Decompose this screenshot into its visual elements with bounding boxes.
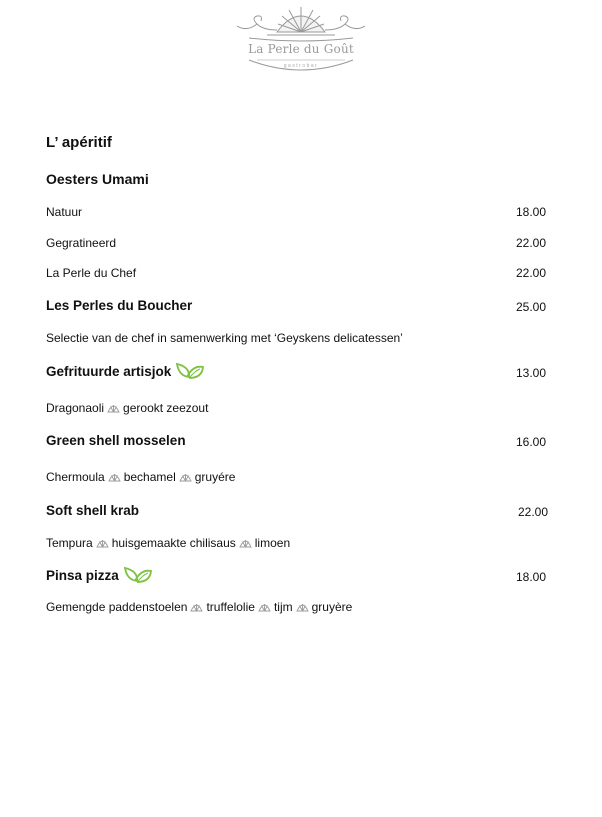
- description-text: huisgemaakte chilisaus: [111, 536, 236, 550]
- description-text: Tempura: [46, 536, 93, 550]
- dish-description: [46, 600, 352, 614]
- shell-separator-icon: [190, 602, 203, 613]
- dish-name: Gefrituurde artisjok: [46, 363, 172, 379]
- shell-separator-icon: [107, 403, 120, 414]
- dish-name-wrap: [46, 566, 153, 584]
- shell-separator-icon: [96, 538, 109, 549]
- vegetarian-leaf-icon: [175, 362, 205, 380]
- description-text: gruyère: [311, 600, 353, 614]
- description-text: Dragonaoli: [46, 401, 105, 415]
- description-text: bechamel: [123, 470, 176, 484]
- oysters-title: Oesters Umami: [46, 171, 149, 187]
- dish-price: 16.00: [515, 435, 546, 449]
- vegetarian-leaf-icon: [123, 566, 153, 584]
- dish-price: 18.00: [515, 570, 546, 584]
- shell-separator-icon: [179, 472, 192, 483]
- description-text: limoen: [254, 536, 291, 550]
- dish-price: 22.00: [517, 505, 548, 519]
- item-price: 22.00: [515, 236, 546, 250]
- dish-name: Les Perles du Boucher: [46, 298, 193, 313]
- dish-name: Pinsa pizza: [46, 567, 119, 583]
- logo-subtitle: gastrobar: [283, 63, 319, 69]
- dish-name-wrap: [46, 362, 205, 380]
- dish-name: Soft shell krab: [46, 503, 140, 518]
- menu-dish: [46, 433, 546, 455]
- menu-item: [46, 205, 546, 227]
- description-text: truffelolie: [206, 600, 255, 614]
- description-text: Selectie van de chef in samenwerking met ‘Geyskens delicatessen’: [46, 331, 403, 345]
- restaurant-logo: [237, 2, 365, 74]
- shell-separator-icon: [296, 602, 309, 613]
- menu-item: [46, 266, 546, 288]
- description-text: Gemengde paddenstoelen: [46, 600, 188, 614]
- shell-separator-icon: [108, 472, 121, 483]
- dish-price: 13.00: [515, 366, 546, 380]
- dish-description: [46, 331, 403, 345]
- dish-price: 25.00: [515, 300, 546, 314]
- description-text: gerookt zeezout: [123, 401, 209, 415]
- menu-dish: [46, 362, 546, 384]
- item-name: La Perle du Chef: [46, 266, 137, 280]
- description-text: tijm: [273, 600, 293, 614]
- item-name: Gegratineerd: [46, 236, 117, 250]
- description-text: Chermoula: [46, 470, 105, 484]
- item-name: Natuur: [46, 205, 83, 219]
- item-price: 22.00: [515, 266, 546, 280]
- description-text: gruyére: [194, 470, 236, 484]
- menu-dish: [46, 566, 546, 588]
- menu-dish: [46, 503, 546, 525]
- shell-separator-icon: [258, 602, 271, 613]
- item-price: 18.00: [515, 205, 546, 219]
- dish-description: [46, 470, 235, 484]
- shell-separator-icon: [239, 538, 252, 549]
- section-title: L’ apéritif: [46, 134, 112, 151]
- logo-title: La Perle du Goût: [248, 42, 354, 56]
- menu-item: [46, 236, 546, 258]
- dish-description: [46, 536, 290, 550]
- menu-heading: [46, 171, 546, 193]
- menu-dish: [46, 298, 546, 320]
- dish-name: Green shell mosselen: [46, 433, 186, 448]
- dish-description: [46, 401, 208, 415]
